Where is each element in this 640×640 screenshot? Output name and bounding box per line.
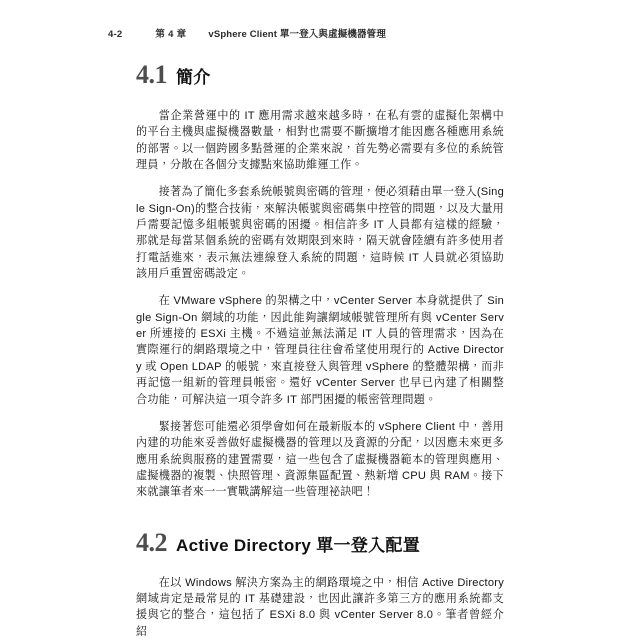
page-folio-number: 4-2 xyxy=(108,29,123,40)
section-body-4-2 xyxy=(136,575,504,640)
running-header-title: vSphere Client 單一登入與虛擬機器管理 xyxy=(208,29,386,40)
paragraph: 在 VMware vSphere 的架構之中，vCenter Server 本身就提供了 Single Sign-On 網域的功能，因此能夠讓網域帳號管理所有與 vCenter Server 所連接的 ESXi 主機。不過這並無法滿足 IT 人員的管理需求，因為在實際運行的網路環境之中，管理員往往會希望使用現行的 Active Directory 或 Open LDAP 的帳號，來直接登入與管理 vSphere 的整體架構，而非再記憶一組新的管理員帳密。還好 vCenter Server 也早已內建了相關整合功能，可解決這一項令許多 IT 部門困擾的帳密管理問題。 xyxy=(136,295,504,406)
section-number: 4.1 xyxy=(136,60,167,89)
section-number: 4.2 xyxy=(136,527,167,557)
running-header xyxy=(108,26,540,40)
paragraph: 接著為了簡化多套系統帳號與密碼的管理，便必須藉由單一登入(Single Sign-On)的整合技術，來解決帳號與密碼集中控管的問題，以及大量用戶需要記憶多組帳號與密碼的困擾。相信許多 IT 人員都有這樣的經驗，那就是每當某個系統的密碼有效期限到來時，隔天就會陸續有許多使用者打電話進來，表示無法連線登入系統的問題，這時候 IT 人員就必須協助該用戶重置密碼設定。 xyxy=(136,186,504,281)
section-heading-4-2 xyxy=(136,527,504,557)
section-spacer xyxy=(136,501,504,530)
section-title: 簡介 xyxy=(176,68,211,87)
paragraph: 在以 Windows 解決方案為主的網路環境之中，相信 Active Directory 網域肯定是最常見的 IT 基礎建設，也因此讓許多第三方的應用系統都支援與它的整合，這包括了 ESXi 8.0 與 vCenter Server 8.0。筆者曾經介紹 xyxy=(136,576,504,638)
section-heading-4-1 xyxy=(136,62,504,88)
section-body-4-1 xyxy=(136,108,504,501)
paragraph: 緊接著您可能還必須學會如何在最新版本的 vSphere Client 中，善用內建的功能來妥善做好虛擬機器的管理以及資源的分配，以因應未來更多應用系統與服務的建置需要，這一些包含了虛擬機器範本的管理與應用、虛擬機器的複製、快照管理、資源集區配置、熱新增 CPU 與 RAM。接下來就讓筆者來一一實戰講解這一些管理祕訣吧！ xyxy=(136,420,504,499)
chapter-label: 第 4 章 xyxy=(155,29,187,40)
section-title: Active Directory 單一登入配置 xyxy=(176,535,421,555)
paragraph: 當企業營運中的 IT 應用需求越來越多時，在私有雲的虛擬化架構中的平台主機與虛擬機器數量，相對也需要不斷擴增才能因應各種應用系統的部署。以一個跨國多點營運的企業來說，首先勢必需要有多位的系統管理員，分散在各個分支據點來協助維運工作。 xyxy=(136,110,504,172)
content-column xyxy=(136,52,504,640)
